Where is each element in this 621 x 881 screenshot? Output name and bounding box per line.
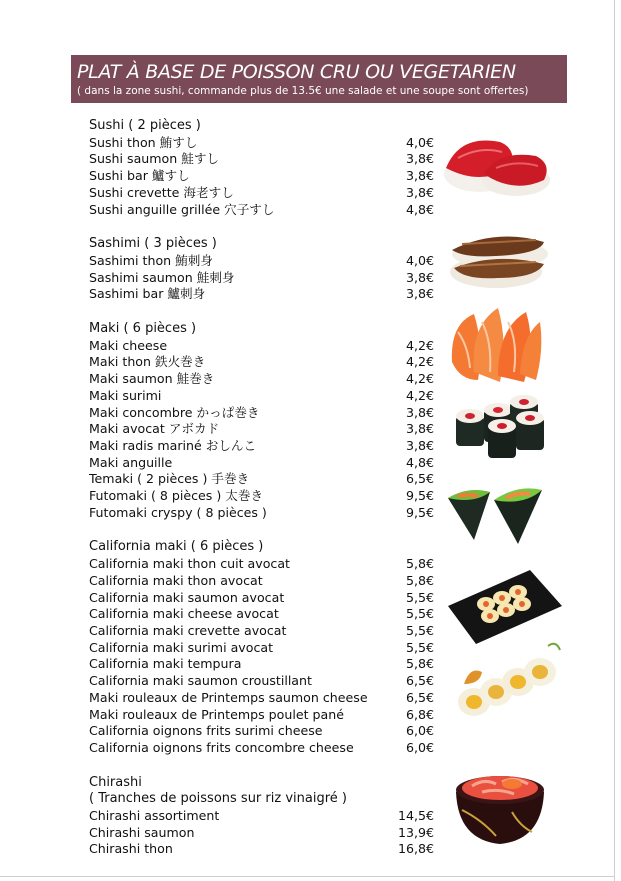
header-banner bbox=[71, 55, 567, 103]
item-name: California maki crevette avocat bbox=[89, 622, 287, 638]
item-price: 6,8€ bbox=[405, 706, 434, 722]
menu-item bbox=[89, 202, 434, 219]
section-title: Sashimi ( 3 pièces ) bbox=[89, 236, 217, 252]
item-name: Chirashi assortiment bbox=[89, 808, 220, 824]
item-name: Futomaki ( 8 pièces ) 太巻き bbox=[89, 488, 264, 504]
section-title: Maki ( 6 pièces ) bbox=[89, 321, 197, 337]
menu-item bbox=[89, 168, 434, 185]
menu-item bbox=[89, 841, 434, 858]
item-price: 4,2€ bbox=[405, 354, 434, 370]
item-name: Sushi anguille grillée 穴子すし bbox=[89, 201, 275, 217]
menu-item bbox=[89, 471, 434, 488]
item-name: Maki rouleaux de Printemps saumon cheese bbox=[89, 689, 368, 705]
page-bottom-edge bbox=[0, 876, 615, 877]
menu-item bbox=[89, 151, 434, 168]
item-price: 9,5€ bbox=[405, 488, 434, 504]
section-california-maki bbox=[89, 539, 434, 756]
item-name: California maki cheese avocat bbox=[89, 606, 279, 622]
menu-item bbox=[89, 135, 434, 152]
tuna-maki-photo bbox=[450, 390, 550, 462]
item-name: California oignons frits concombre cheese bbox=[89, 739, 354, 755]
item-name: Temaki ( 2 pièces ) 手巻き bbox=[89, 471, 250, 487]
tempura-california-photo bbox=[452, 636, 564, 728]
section-subtitle: ( Tranches de poissons sur riz vinaigré ) bbox=[89, 791, 347, 807]
item-name: Maki rouleaux de Printemps poulet pané bbox=[89, 706, 344, 722]
menu-item bbox=[89, 673, 434, 690]
item-price: 6,5€ bbox=[405, 689, 434, 705]
section-title: California maki ( 6 pièces ) bbox=[89, 539, 264, 555]
item-name: Maki surimi bbox=[89, 387, 162, 403]
item-name: Sushi saumon 鮭すし bbox=[89, 151, 220, 167]
item-price: 3,8€ bbox=[405, 437, 434, 453]
chirashi-bowl-photo bbox=[452, 762, 548, 846]
item-price: 3,8€ bbox=[405, 184, 434, 200]
item-price: 3,8€ bbox=[405, 168, 434, 184]
menu-item bbox=[89, 421, 434, 438]
item-price: 4,2€ bbox=[405, 387, 434, 403]
item-price: 5,5€ bbox=[405, 589, 434, 605]
item-price: 3,8€ bbox=[405, 269, 434, 285]
menu-item bbox=[89, 405, 434, 422]
item-price: 6,0€ bbox=[405, 723, 434, 739]
menu-item bbox=[89, 455, 434, 472]
item-name: California oignons frits surimi cheese bbox=[89, 723, 323, 739]
menu-item bbox=[89, 556, 434, 573]
menu-item bbox=[89, 488, 434, 505]
item-name: Sashimi bar 鱸刺身 bbox=[89, 286, 206, 302]
section-sashimi bbox=[89, 236, 434, 303]
section-chirashi bbox=[89, 775, 434, 859]
item-price: 4,8€ bbox=[405, 454, 434, 470]
item-name: Futomaki cryspy ( 8 pièces ) bbox=[89, 504, 267, 520]
item-name: California maki saumon croustillant bbox=[89, 673, 312, 689]
menu-item bbox=[89, 623, 434, 640]
item-name: California maki thon avocat bbox=[89, 572, 263, 588]
menu-list bbox=[89, 118, 434, 876]
menu-item bbox=[89, 573, 434, 590]
menu-item bbox=[89, 656, 434, 673]
item-name: Sashimi thon 鮪刺身 bbox=[89, 252, 213, 268]
item-name: Chirashi thon bbox=[89, 841, 173, 857]
item-price: 4,2€ bbox=[405, 337, 434, 353]
item-price: 4,2€ bbox=[405, 371, 434, 387]
item-name: Maki saumon 鮭巻き bbox=[89, 371, 215, 387]
item-name: California maki thon cuit avocat bbox=[89, 556, 290, 572]
menu-item bbox=[89, 338, 434, 355]
page-edge bbox=[614, 0, 615, 881]
item-price: 5,5€ bbox=[405, 606, 434, 622]
item-price: 5,8€ bbox=[405, 572, 434, 588]
item-price: 4,8€ bbox=[405, 201, 434, 217]
menu-item bbox=[89, 253, 434, 270]
item-name: Maki anguille bbox=[89, 454, 173, 470]
menu-item bbox=[89, 354, 434, 371]
item-price: 5,8€ bbox=[405, 656, 434, 672]
item-name: Sashimi saumon 鮭刺身 bbox=[89, 269, 235, 285]
eel-nigiri-photo bbox=[444, 224, 550, 290]
menu-item bbox=[89, 270, 434, 287]
item-name: California maki tempura bbox=[89, 656, 242, 672]
item-price: 5,5€ bbox=[405, 639, 434, 655]
item-price: 3,8€ bbox=[405, 404, 434, 420]
item-price: 3,8€ bbox=[405, 286, 434, 302]
menu-item bbox=[89, 740, 434, 757]
item-price: 6,5€ bbox=[405, 471, 434, 487]
menu-item bbox=[89, 371, 434, 388]
menu-item bbox=[89, 808, 434, 825]
menu-item bbox=[89, 286, 434, 303]
section-title: Sushi ( 2 pièces ) bbox=[89, 118, 201, 133]
california-maki-plate-photo bbox=[446, 566, 564, 646]
menu-item bbox=[89, 606, 434, 623]
item-name: Maki concombre かっぱ巻き bbox=[89, 404, 260, 420]
item-price: 3,8€ bbox=[405, 421, 434, 437]
menu-item bbox=[89, 590, 434, 607]
menu-item bbox=[89, 690, 434, 707]
item-name: Sushi bar 鱸すし bbox=[89, 168, 190, 184]
item-name: Sushi crevette 海老すし bbox=[89, 184, 234, 200]
item-price: 16,8€ bbox=[397, 841, 434, 857]
menu-item bbox=[89, 723, 434, 740]
menu-item bbox=[89, 825, 434, 842]
item-name: California maki saumon avocat bbox=[89, 589, 285, 605]
item-name: Sushi thon 鮪すし bbox=[89, 134, 198, 150]
item-price: 3,8€ bbox=[405, 151, 434, 167]
item-price: 5,5€ bbox=[405, 622, 434, 638]
menu-item bbox=[89, 640, 434, 657]
item-name: Maki thon 鉄火巻き bbox=[89, 354, 206, 370]
item-name: California maki surimi avocat bbox=[89, 639, 274, 655]
item-price: 5,8€ bbox=[405, 556, 434, 572]
item-price: 6,5€ bbox=[405, 673, 434, 689]
menu-item bbox=[89, 707, 434, 724]
menu-item bbox=[89, 185, 434, 202]
item-name: Maki avocat アボカド bbox=[89, 421, 220, 437]
item-price: 9,5€ bbox=[405, 504, 434, 520]
item-price: 6,0€ bbox=[405, 739, 434, 755]
salmon-sashimi-photo bbox=[448, 302, 544, 384]
item-name: Maki cheese bbox=[89, 337, 168, 353]
tuna-nigiri-photo bbox=[440, 128, 552, 200]
page-title: PLAT À BASE DE POISSON CRU OU VEGETARIEN bbox=[77, 61, 516, 83]
menu-item bbox=[89, 438, 434, 455]
page-subtitle: ( dans la zone sushi, commande plus de 13.5€ une salade et une soupe sont offertes) bbox=[77, 85, 529, 97]
item-price: 4,0€ bbox=[405, 252, 434, 268]
temaki-photo bbox=[444, 484, 546, 546]
item-price: 13,9€ bbox=[397, 824, 434, 840]
menu-item bbox=[89, 505, 434, 522]
section-title: Chirashi bbox=[89, 774, 142, 790]
item-name: Maki radis mariné おしんこ bbox=[89, 437, 257, 453]
item-name: Chirashi saumon bbox=[89, 824, 195, 840]
section-sushi bbox=[89, 118, 434, 218]
item-price: 14,5€ bbox=[397, 808, 434, 824]
section-maki bbox=[89, 321, 434, 521]
item-price: 4,0€ bbox=[405, 134, 434, 150]
menu-item bbox=[89, 388, 434, 405]
